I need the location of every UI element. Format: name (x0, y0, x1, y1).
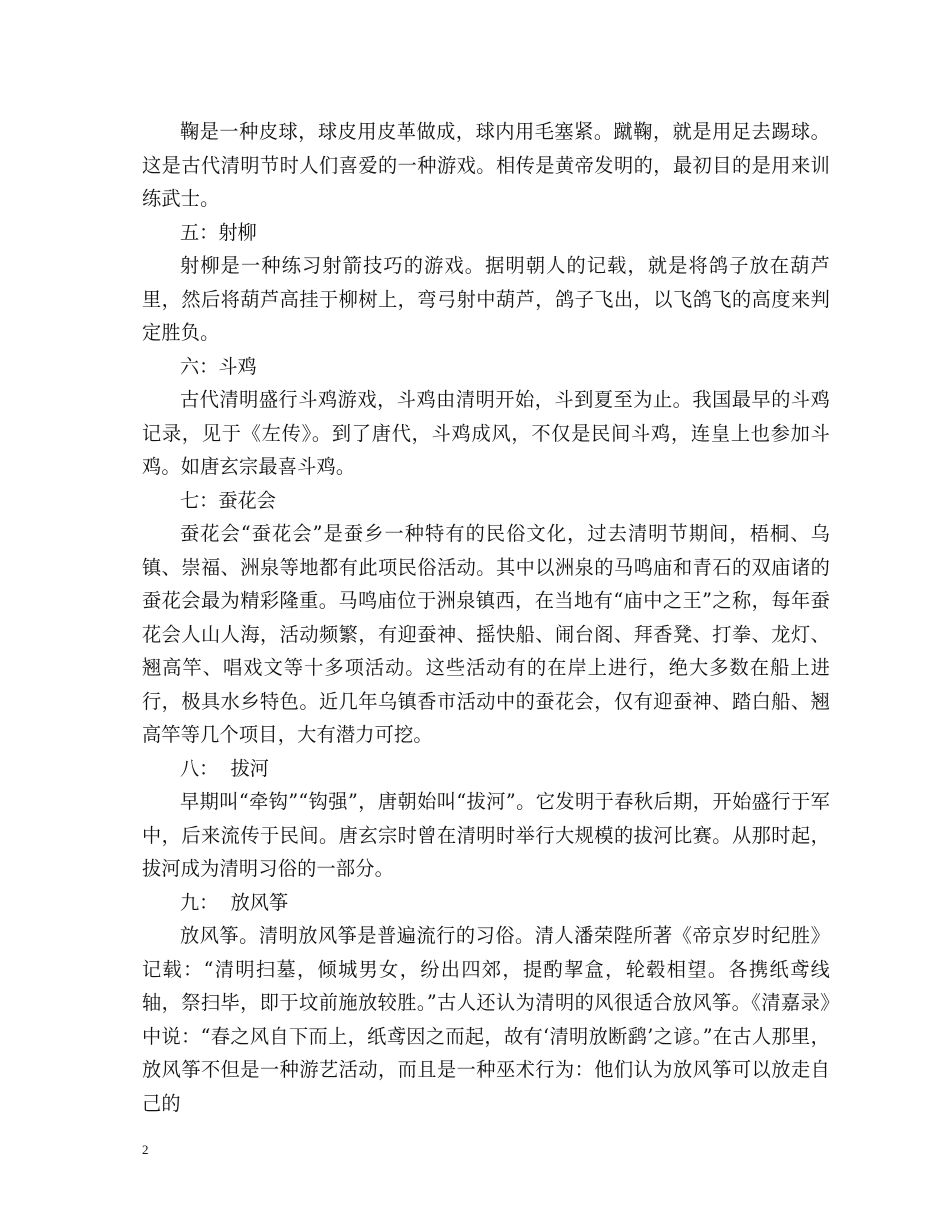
heading-fangfengzheng: 九： 放风筝 (180, 890, 289, 914)
paragraph-douji: 古代清明盛行斗鸡游戏，斗鸡由清明开始，斗到夏至为止。我国最早的斗鸡记录，见于《左传》。到了唐代，斗鸡成风，不仅是民间斗鸡，连皇上也参加斗鸡。如唐玄宗最喜斗鸡。 (142, 388, 830, 478)
document-page (142, 115, 830, 1120)
paragraph-cuju: 鞠是一种皮球，球皮用皮革做成，球内用毛塞紧。蹴鞠，就是用足去踢球。这是古代清明节时人们喜爱的一种游戏。相传是黄帝发明的，最初目的是用来训练武士。 (142, 120, 830, 210)
paragraph-bahe: 早期叫“牵钩”“钩强”，唐朝始叫“拔河”。它发明于春秋后期，开始盛行于军中，后来流传于民间。唐玄宗时曾在清明时举行大规模的拔河比赛。从那时起，拔河成为清明习俗的一部分。 (142, 790, 830, 880)
page-number: 2 (142, 1142, 149, 1157)
heading-sheliu: 五：射柳 (180, 220, 257, 244)
heading-bahe: 八： 拔河 (180, 756, 269, 780)
paragraph-fangfengzheng: 放风筝。清明放风筝是普遍流行的习俗。清人潘荣陛所著《帝京岁时纪胜》记载：“清明扫墓，倾城男女，纷出四郊，提酌挈盒，轮毂相望。各携纸鸢线轴，祭扫毕，即于坟前施放较胜。”古人还认为清明的风很适合放风筝。《清嘉录》中说：“春之风自下而上，纸鸢因之而起，故有‘清明放断鹞’之谚。”在古人那里，放风筝不但是一种游艺活动，而且是一种巫术行为：他们认为放风筝可以放走自己的 (142, 924, 830, 1115)
paragraph-canhuahui: 蚕花会“蚕花会”是蚕乡一种特有的民俗文化，过去清明节期间，梧桐、乌镇、崇福、洲泉等地都有此项民俗活动。其中以洲泉的马鸣庙和青石的双庙诸的蚕花会最为精彩隆重。马鸣庙位于洲泉镇西，在当地有“庙中之王”之称，每年蚕花会人山人海，活动频繁，有迎蚕神、摇快船、闹台阁、拜香凳、打拳、龙灯、翘高竿、唱戏文等十多项活动。这些活动有的在岸上进行，绝大多数在船上进行，极具水乡特色。近几年乌镇香市活动中的蚕花会，仅有迎蚕神、踏白船、翘高竿等几个项目，大有潜力可挖。 (142, 522, 830, 746)
heading-canhuahui: 七：蚕花会 (180, 488, 276, 512)
heading-douji: 六：斗鸡 (180, 354, 257, 378)
paragraph-sheliu: 射柳是一种练习射箭技巧的游戏。据明朝人的记载，就是将鸽子放在葫芦里，然后将葫芦高挂于柳树上，弯弓射中葫芦，鸽子飞出，以飞鸽飞的高度来判定胜负。 (142, 254, 830, 344)
